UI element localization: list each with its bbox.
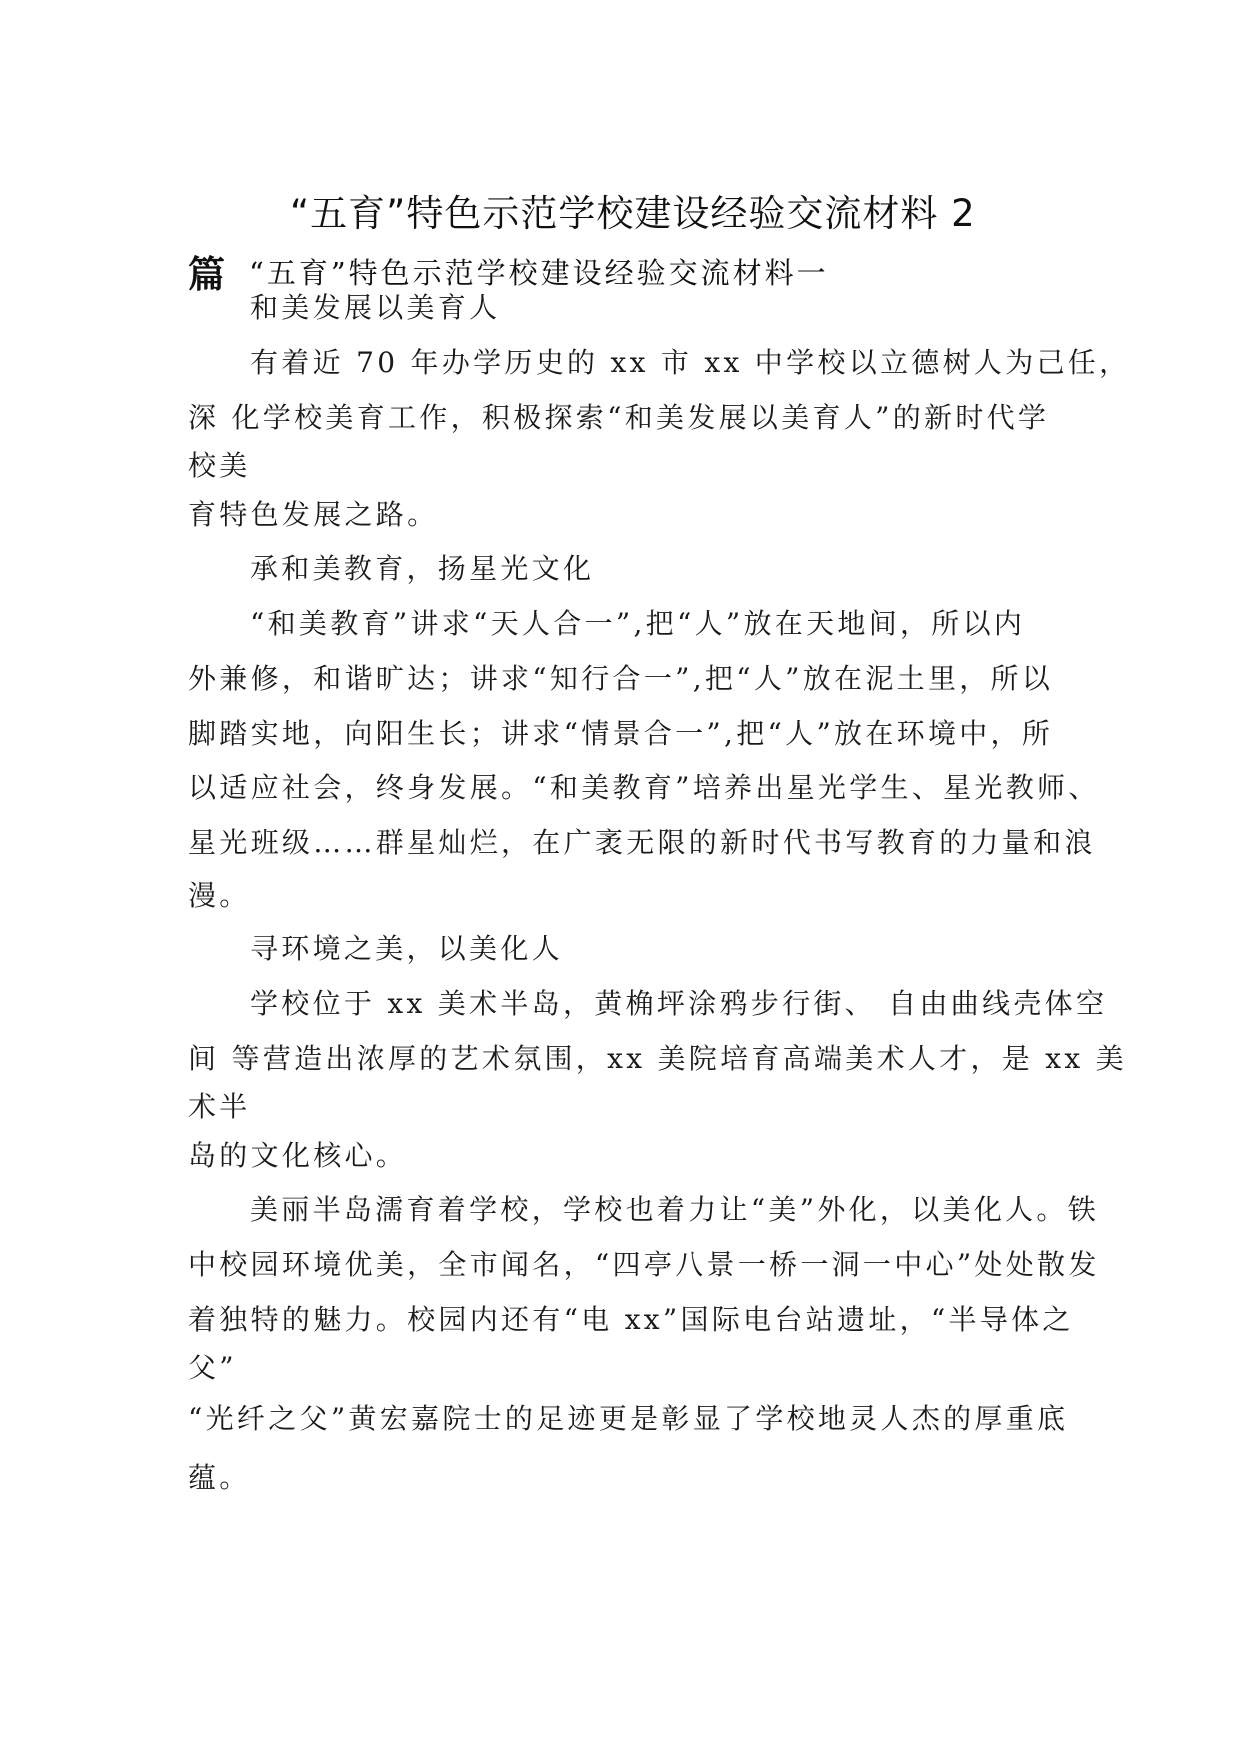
body-line: 岛的文化核心。	[188, 1139, 408, 1172]
section-heading: 和美发展以美育人	[250, 291, 501, 324]
body-line: 美丽半岛濡育着学校，学校也着力让“美”外化，以美化人。铁	[250, 1193, 1100, 1226]
subtitle-prefix: 篇	[188, 253, 225, 296]
body-line: 术半	[188, 1090, 251, 1123]
body-line: 漫。	[188, 879, 251, 912]
subtitle-text: “五育”特色示范学校建设经验交流材料一	[249, 255, 829, 290]
document-title: “五育”特色示范学校建设经验交流材料 2	[290, 192, 976, 235]
body-line: 着独特的魅力。校园内还有“电 xx”国际电台站遗址，“半导体之	[188, 1303, 1074, 1336]
body-line: 校美	[188, 449, 251, 482]
body-line: 中校园环境优美，全市闻名，“四亭八景一桥一洞一中心”处处散发	[188, 1248, 1100, 1281]
section-heading: 寻环境之美，以美化人	[250, 932, 564, 965]
body-line: 星光班级……群星灿烂，在广袤无限的新时代书写教育的力量和浪	[188, 826, 1096, 859]
body-line: “和美教育”讲求“天人合一”,把“人”放在天地间，所以内	[250, 607, 1026, 640]
section-heading: 承和美教育，扬星光文化	[250, 552, 595, 585]
body-line: 育特色发展之路。	[188, 498, 439, 531]
body-line: 外兼修，和谐旷达；讲求“知行合一”,把“人”放在泥土里，所以	[188, 662, 1054, 695]
body-line: “光纤之父”黄宏嘉院士的足迹更是彰显了学校地灵人杰的厚重底	[188, 1402, 1069, 1435]
body-line: 深 化学校美育工作，积极探索“和美发展以美育人”的新时代学	[188, 401, 1050, 434]
body-line: 有着近 70 年办学历史的 xx 市 xx 中学校以立德树人为己任，	[250, 346, 1131, 379]
body-line: 以适应社会，终身发展。“和美教育”培养出星光学生、星光教师、	[188, 771, 1100, 804]
body-line: 父”	[188, 1351, 237, 1384]
body-line: 脚踏实地，向阳生长；讲求“情景合一”,把“人”放在环境中，所	[188, 717, 1054, 750]
body-line: 间 等营造出浓厚的艺术氛围，xx 美院培育高端美术人才，是 xx 美	[188, 1042, 1127, 1075]
body-line: 学校位于 xx 美术半岛，黄桷坪涂鸦步行街、 自由曲线壳体空	[250, 987, 1108, 1020]
body-line: 蕴。	[188, 1461, 251, 1494]
